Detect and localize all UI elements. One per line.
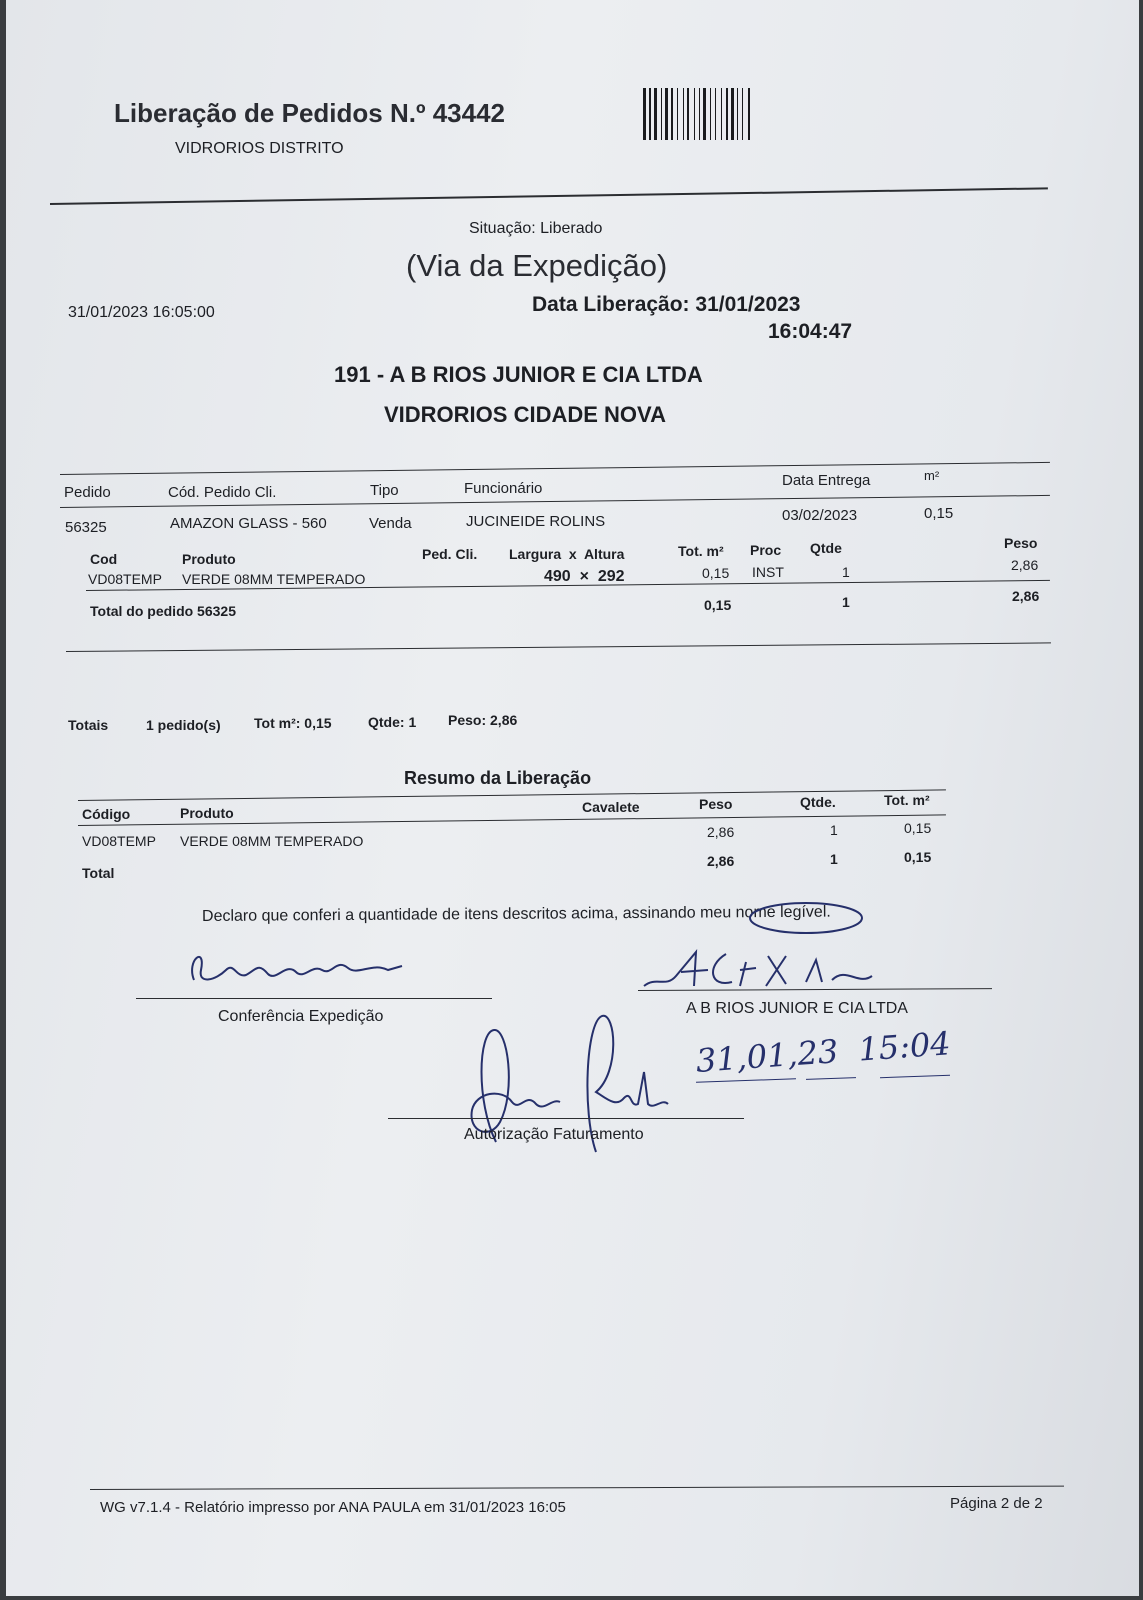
declaration-text: Declaro que conferi a quantidade de itens descritos acima, assinando meu nome legível. xyxy=(201,903,831,925)
order-table-bottom-rule xyxy=(66,642,1051,652)
col-cod-pedido-cli: Cód. Pedido Cli. xyxy=(168,484,277,501)
document-title: Liberação de Pedidos N.º 43442 xyxy=(114,98,505,128)
resumo-qtde: 1 xyxy=(830,822,838,838)
item-tot-m2: 0,15 xyxy=(702,565,730,581)
resumo-col-qtde: Qtde. xyxy=(800,794,836,810)
resumo-tot-m2: 0,15 xyxy=(904,820,932,836)
print-datetime: 31/01/2023 16:05:00 xyxy=(68,304,215,321)
totais-pedidos: 1 pedido(s) xyxy=(146,717,221,733)
date-underline-2 xyxy=(806,1077,856,1080)
order-total-m2: 0,15 xyxy=(704,597,732,613)
resumo-title: Resumo da Liberação xyxy=(404,768,592,788)
col-data-entrega: Data Entrega xyxy=(782,472,871,489)
totais-label: Totais xyxy=(68,717,109,733)
empresa-label: A B RIOS JUNIOR E CIA LTDA xyxy=(686,1000,908,1017)
footer-rule xyxy=(90,1486,1064,1490)
item-col-largura-altura: Largura x Altura xyxy=(509,546,625,562)
row-tipo: Venda xyxy=(369,515,412,532)
item-col-tot-m2: Tot. m² xyxy=(678,543,724,559)
resumo-total-label: Total xyxy=(82,865,115,881)
item-produto: VERDE 08MM TEMPERADO xyxy=(182,571,366,587)
totais-peso: Peso: 2,86 xyxy=(448,712,518,728)
item-col-ped-cli: Ped. Cli. xyxy=(422,546,478,562)
client-line-1: 191 - A B RIOS JUNIOR E CIA LTDA xyxy=(334,362,703,387)
data-liberacao-time: 16:04:47 xyxy=(768,320,853,343)
footer-page-number: Página 2 de 2 xyxy=(950,1495,1043,1512)
data-liberacao: Data Liberação: 31/01/2023 xyxy=(532,293,801,316)
date-underline-3 xyxy=(880,1075,950,1078)
item-col-cod: Cod xyxy=(90,551,118,567)
via-title: (Via da Expedição) xyxy=(406,248,668,283)
resumo-col-produto: Produto xyxy=(180,805,234,821)
client-line-2: VIDRORIOS CIDADE NOVA xyxy=(384,402,666,427)
item-col-qtde: Qtde xyxy=(810,540,842,556)
signature-line-autorizacao xyxy=(388,1118,744,1119)
item-proc: INST xyxy=(752,564,784,580)
item-peso: 2,86 xyxy=(1011,557,1039,573)
resumo-total-tot-m2: 0,15 xyxy=(904,849,932,865)
order-total-label: Total do pedido 56325 xyxy=(90,603,236,619)
item-dimensions: 490 × 292 xyxy=(544,568,625,585)
row-data-entrega: 03/02/2023 xyxy=(782,507,858,524)
resumo-total-peso: 2,86 xyxy=(707,853,735,869)
col-pedido: Pedido xyxy=(64,484,111,501)
signature-conferencia xyxy=(176,940,416,1000)
order-total-peso: 2,86 xyxy=(1012,588,1040,604)
handwritten-date: 31,01,23 15:04 xyxy=(694,1024,952,1080)
col-m2: m² xyxy=(924,468,940,483)
situacao-text: Situação: Liberado xyxy=(469,220,603,237)
conferencia-label: Conferência Expedição xyxy=(218,1008,384,1025)
header-divider xyxy=(50,187,1048,205)
resumo-col-codigo: Código xyxy=(82,806,131,822)
pen-circle-mark xyxy=(746,898,866,938)
col-tipo: Tipo xyxy=(370,482,399,499)
order-total-qtde: 1 xyxy=(842,594,850,610)
row-funcionario: JUCINEIDE ROLINS xyxy=(466,513,606,530)
row-m2: 0,15 xyxy=(924,505,954,522)
document-page xyxy=(6,0,1139,1596)
resumo-col-tot-m2: Tot. m² xyxy=(884,792,930,808)
footer-printed-by: WG v7.1.4 - Relatório impresso por ANA PAULA em 31/01/2023 16:05 xyxy=(100,1499,566,1516)
totais-qtde: Qtde: 1 xyxy=(368,714,417,730)
resumo-peso: 2,86 xyxy=(707,824,735,840)
resumo-codigo: VD08TEMP xyxy=(82,833,156,849)
resumo-col-cavalete: Cavalete xyxy=(582,799,640,815)
item-col-proc: Proc xyxy=(750,542,782,558)
col-funcionario: Funcionário xyxy=(464,480,543,497)
resumo-produto: VERDE 08MM TEMPERADO xyxy=(180,833,364,849)
resumo-total-qtde: 1 xyxy=(830,851,838,867)
barcode xyxy=(643,88,816,140)
row-cod-pedido-cli: AMAZON GLASS - 560 xyxy=(170,515,327,532)
item-cod: VD08TEMP xyxy=(88,571,162,587)
company-name: VIDRORIOS DISTRITO xyxy=(175,140,344,157)
signature-line-conferencia xyxy=(136,998,492,999)
item-qtde: 1 xyxy=(842,564,850,580)
autorizacao-label: Autorização Faturamento xyxy=(464,1126,644,1143)
order-table-top-rule xyxy=(60,462,1050,475)
resumo-col-peso: Peso xyxy=(699,796,733,812)
item-col-produto: Produto xyxy=(182,551,236,567)
totais-tot-m2: Tot m²: 0,15 xyxy=(254,715,332,731)
item-col-peso: Peso xyxy=(1004,535,1038,551)
row-pedido: 56325 xyxy=(65,519,107,536)
